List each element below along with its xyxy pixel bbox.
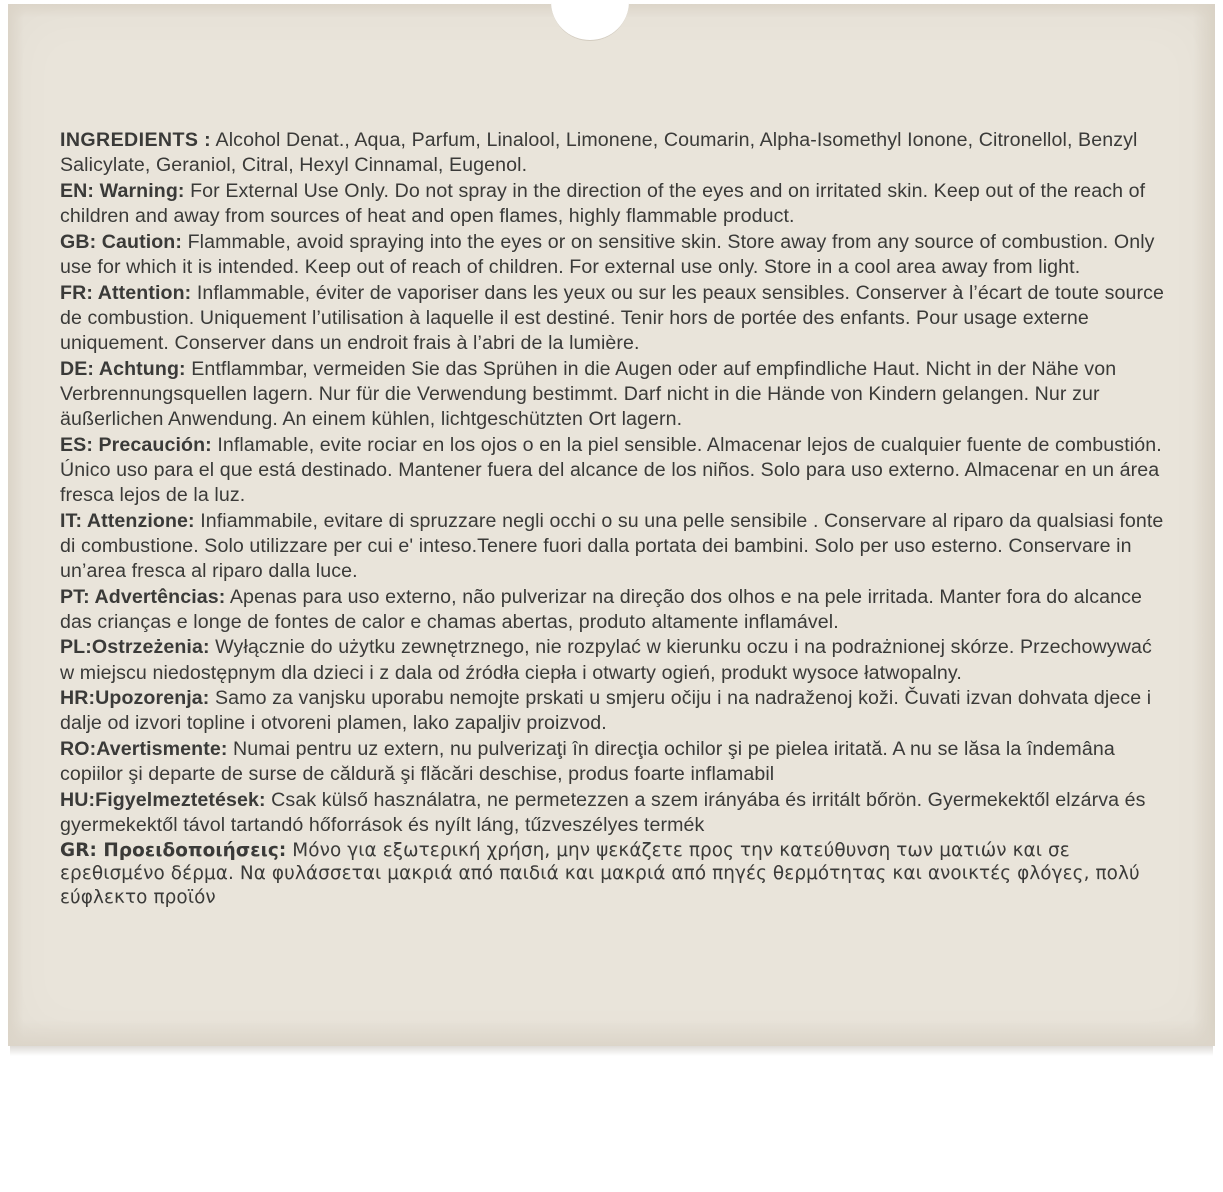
warning-paragraph-pl bbox=[60, 635, 1170, 685]
warning-text-fr: Inflammable, éviter de vaporiser dans les yeux ou sur les peaux sensibles. Conserver à l’écart de toute source de combustion. Uniquement l’utilisation à laquelle il est destiné. Tenir hors de portée des enfants. Pour usage externe uniquement. Conserver dans un endroit frais à l’abri de la lumière. bbox=[60, 281, 1165, 354]
carton-edge-right bbox=[1193, 4, 1215, 1046]
warning-text-en: For External Use Only. Do not spray in the direction of the eyes and on irritated skin. Keep out of the reach of children and away from sources of heat and open flames, highly flammable product. bbox=[60, 179, 1146, 228]
warning-code-fr: FR: Attention: bbox=[60, 281, 192, 304]
carton-drop-shadow bbox=[10, 1046, 1213, 1056]
warning-code-pt: PT: Advertências: bbox=[60, 585, 226, 608]
warning-paragraph-pt bbox=[60, 585, 1170, 635]
warning-text-de: Entflammbar, vermeiden Sie das Sprühen in die Augen oder auf empfindliche Haut. Nicht in der Nähe von Verbrennungsquellen lagern. Nur für die Verwendung bestimmt. Darf nicht in die Hände von Kindern gelangen. Nur zur äußerlichen Anwendung. An einem kühlen, lichtgeschützten Ort lagern. bbox=[60, 357, 1117, 430]
carton-edge-left bbox=[8, 4, 24, 1046]
warning-code-gr: GR: Προειδοποιήσεις: bbox=[60, 839, 287, 861]
warning-code-de: DE: Achtung: bbox=[60, 357, 186, 380]
warning-paragraph-hu bbox=[60, 788, 1170, 838]
warning-paragraph-de bbox=[60, 357, 1170, 433]
warning-paragraph-fr bbox=[60, 281, 1170, 357]
ingredients-paragraph bbox=[60, 128, 1170, 178]
thumb-notch bbox=[551, 0, 629, 41]
warning-code-hu: HU:Figyelmeztetések: bbox=[60, 788, 266, 811]
warning-code-ro: RO:Avertismente: bbox=[60, 738, 228, 761]
warning-text-gb: Flammable, avoid spraying into the eyes or on sensitive skin. Store away from any source of combustion. Only use for which it is intended. Keep out of reach of children. For external use only. Store in a cool area away from light. bbox=[60, 230, 1155, 278]
ingredients-list: Alcohol Denat., Aqua, Parfum, Linalool, Limonene, Coumarin, Alpha-Isomethyl Ionone, Citronellol, Benzyl Salicylate, Geraniol, Citral, Hexyl Cinnamal, Eugenol. bbox=[60, 129, 1138, 177]
label-text-block bbox=[60, 128, 1170, 910]
warning-text-ro: Numai pentru uz extern, nu pulverizaţi în direcţia ochilor şi pe pielea iritată. A nu se lăsa la îndemâna copiilor şi departe de surse de căldură şi flăcări deschise, produs foarte inflamabil bbox=[60, 738, 1115, 786]
carton-edge-bottom bbox=[8, 1020, 1215, 1046]
warning-code-gb: GB: Caution: bbox=[60, 230, 183, 253]
warning-text-pt: Apenas para uso externo, não pulverizar na direção dos olhos e na pele irritada. Manter fora do alcance das crianças e longe de fontes de calor e chamas abertas, produto altamente inflamável. bbox=[60, 585, 1143, 633]
warning-text-es: Inflamable, evite rociar en los ojos o en la piel sensible. Almacenar lejos de cualquier fuente de combustión. Único uso para el que está destinado. Mantener fuera del alcance de los niños. Solo para uso externo. Almacenar en un área fresca lejos de la luz. bbox=[60, 433, 1162, 506]
warning-paragraph-gb bbox=[60, 230, 1170, 280]
faint-bottom-text bbox=[60, 1160, 1140, 1182]
warning-code-pl: PL:Ostrzeżenia: bbox=[60, 636, 210, 659]
warning-paragraph-hr bbox=[60, 686, 1170, 736]
warning-code-es: ES: Precaución: bbox=[60, 433, 212, 456]
warning-paragraph-gr bbox=[60, 839, 1170, 910]
warning-code-en: EN: Warning: bbox=[60, 179, 185, 202]
warning-paragraph-en bbox=[60, 179, 1170, 229]
warning-text-it: Infiammabile, evitare di spruzzare negli occhi o su una pelle sensibile . Conservare al riparo da qualsiasi fonte di combustione. Solo utilizzare per cui e' inteso.Tenere fuori dalla portata dei bambini. Solo per uso esterno. Conservare in un’area fresca al riparo dalla luce. bbox=[60, 509, 1164, 582]
warning-code-it: IT: Attenzione: bbox=[60, 509, 195, 532]
warning-paragraph-ro bbox=[60, 737, 1170, 787]
carton-back-panel bbox=[8, 4, 1215, 1046]
warning-paragraph-es bbox=[60, 433, 1170, 509]
warning-text-gr: Μόνο για εξωτερική χρήση, μην ψεκάζετε προς την κατεύθυνση των ματιών και σε ερεθισμένο δέρμα. Να φυλάσσεται μακριά από παιδιά και μακριά από πηγές θερμότητας και ανοικτές φλόγες, πολύ εύφλεκτο προϊόν bbox=[60, 839, 1140, 909]
warning-text-hr: Samo za vanjsku uporabu nemojte prskati u smjeru očiju i na nadraženoj koži. Čuvati izvan dohvata djece i dalje od izvori topline i otvoreni plamen, lako zapaljiv proizvod. bbox=[60, 687, 1152, 735]
warning-text-hu: Csak külső használatra, ne permetezzen a szem irányába és irritált bőrön. Gyermekektől elzárva és gyermekektől távol tartandó hőforrások és nyílt láng, tűzveszélyes termék bbox=[60, 788, 1146, 837]
warning-code-hr: HR:Upozorenja: bbox=[60, 687, 210, 710]
warning-paragraph-it bbox=[60, 509, 1170, 585]
ingredients-heading: INGREDIENTS : bbox=[60, 129, 212, 151]
warning-text-pl: Wyłącznie do użytku zewnętrznego, nie rozpylać w kierunku oczu i na podrażnionej skórze. Przechowywać w miejscu niedostępnym dla dzieci i z dala od źródła ciepła i otwarty ogień, produkt wysoce łatwopalny. bbox=[60, 636, 1152, 684]
